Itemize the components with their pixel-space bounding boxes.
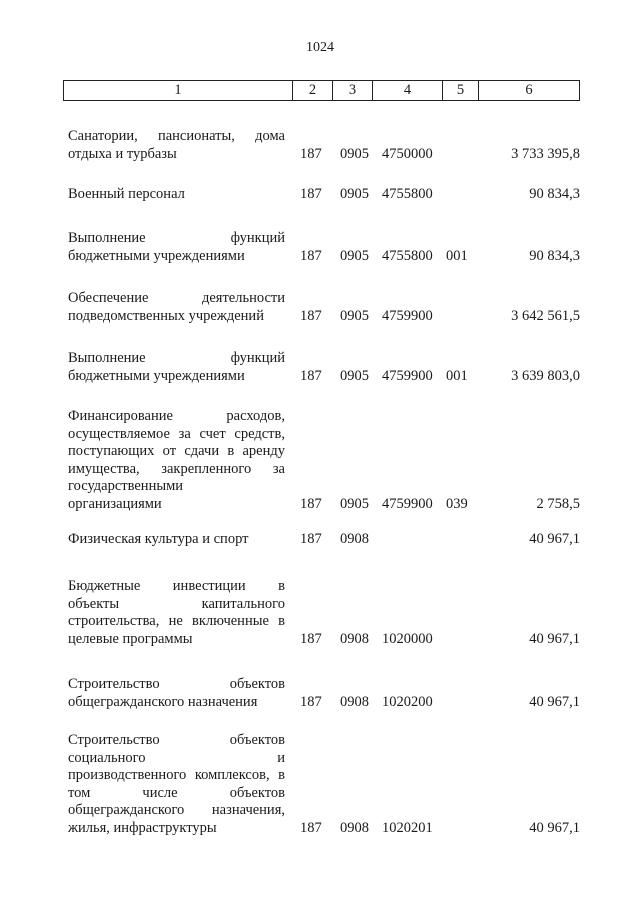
row-description-line: Выполнение функций (68, 350, 285, 366)
row-cell-col-3: 0908 (340, 819, 369, 836)
row-description-line: отдыха и турбазы (68, 145, 177, 162)
row-description-line: Военный персонал (68, 186, 185, 202)
row-cell-col-5: 001 (446, 247, 468, 264)
row-cell-col-6: 3 733 395,8 (511, 145, 580, 162)
row-description-line: жилья, инфраструктуры (68, 819, 217, 836)
row-cell-col-3: 0908 (340, 531, 369, 547)
row-cell-col-6: 90 834,3 (529, 186, 580, 202)
column-header-2: 2 (293, 81, 333, 101)
row-description (68, 290, 285, 325)
row-cell-col-6: 40 967,1 (529, 531, 580, 547)
row-cell-col-3: 0905 (340, 495, 369, 512)
row-description-line: общегражданского назначения, (68, 802, 285, 818)
row-cell-col-4: 1020200 (382, 693, 433, 710)
row-description (68, 128, 285, 163)
row-cell-col-2: 187 (300, 819, 322, 836)
row-description-line: государственными (68, 478, 184, 494)
column-header-4: 4 (373, 81, 443, 101)
row-description-line: целевые программы (68, 630, 193, 647)
row-description (68, 350, 285, 385)
row-cell-col-6: 40 967,1 (529, 693, 580, 710)
row-cell-col-6: 3 639 803,0 (511, 367, 580, 384)
row-cell-col-6: 40 967,1 (529, 630, 580, 647)
row-cell-col-5: 001 (446, 367, 468, 384)
row-cell-col-6: 2 758,5 (536, 495, 580, 512)
row-cell-col-2: 187 (300, 693, 322, 710)
row-cell-col-4: 4759900 (382, 495, 433, 512)
row-cell-col-3: 0905 (340, 145, 369, 162)
row-description (68, 732, 285, 837)
row-cell-col-4: 1020000 (382, 630, 433, 647)
row-cell-col-2: 187 (300, 630, 322, 647)
row-cell-col-4: 4755800 (382, 247, 433, 264)
column-header-6: 6 (479, 81, 580, 101)
row-description-line: объекты капитального (68, 595, 285, 612)
row-description-line: Бюджетные инвестиции в (68, 578, 285, 594)
row-cell-col-3: 0905 (340, 367, 369, 384)
column-header-5: 5 (443, 81, 479, 101)
row-description-line: бюджетными учреждениями (68, 367, 245, 384)
row-cell-col-2: 187 (300, 367, 322, 384)
row-description-line: подведомственных учреждений (68, 307, 264, 324)
row-cell-col-5: 039 (446, 495, 468, 512)
row-description (68, 186, 285, 204)
row-description-line: Санатории, пансионаты, дома (68, 128, 285, 144)
row-cell-col-4: 1020201 (382, 819, 433, 836)
row-description-line: Обеспечение деятельности (68, 290, 285, 306)
row-description (68, 531, 285, 549)
row-cell-col-4: 4755800 (382, 186, 433, 202)
row-description-line: социального и (68, 749, 285, 766)
row-cell-col-6: 40 967,1 (529, 819, 580, 836)
row-description-line: поступающих от сдачи в аренду (68, 443, 285, 459)
row-description-line: том числе объектов (68, 784, 285, 801)
column-header-table (63, 80, 580, 101)
row-cell-col-2: 187 (300, 531, 322, 547)
row-description-line: общегражданского назначения (68, 693, 258, 710)
row-description (68, 578, 285, 648)
row-cell-col-6: 3 642 561,5 (511, 307, 580, 324)
row-description-line: производственного комплексов, в (68, 767, 285, 783)
row-cell-col-3: 0908 (340, 630, 369, 647)
row-cell-col-2: 187 (300, 145, 322, 162)
row-cell-col-4: 4759900 (382, 367, 433, 384)
row-cell-col-3: 0905 (340, 186, 369, 202)
row-cell-col-4: 4759900 (382, 307, 433, 324)
row-description-line: Финансирование расходов, (68, 408, 285, 424)
row-description-line: Выполнение функций (68, 230, 285, 246)
column-header-1: 1 (64, 81, 293, 101)
row-cell-col-3: 0905 (340, 307, 369, 324)
row-description (68, 676, 285, 711)
page-number: 1024 (306, 40, 334, 55)
row-description-line: организациями (68, 495, 162, 512)
row-description (68, 230, 285, 265)
row-cell-col-4: 4750000 (382, 145, 433, 162)
row-cell-col-2: 187 (300, 186, 322, 202)
row-description-line: Строительство объектов (68, 676, 285, 692)
row-cell-col-3: 0905 (340, 247, 369, 264)
row-cell-col-2: 187 (300, 307, 322, 324)
row-cell-col-2: 187 (300, 495, 322, 512)
row-description-line: Строительство объектов (68, 732, 285, 748)
row-cell-col-6: 90 834,3 (529, 247, 580, 264)
row-cell-col-2: 187 (300, 247, 322, 264)
row-description-line: Физическая культура и спорт (68, 531, 249, 547)
row-description-line: осуществляемое за счет средств, (68, 425, 285, 442)
row-cell-col-3: 0908 (340, 693, 369, 710)
row-description (68, 408, 285, 513)
row-description-line: имущества, закрепленного за (68, 460, 285, 477)
column-header-3: 3 (333, 81, 373, 101)
row-description-line: строительства, не включенные в (68, 613, 285, 629)
row-description-line: бюджетными учреждениями (68, 247, 245, 264)
